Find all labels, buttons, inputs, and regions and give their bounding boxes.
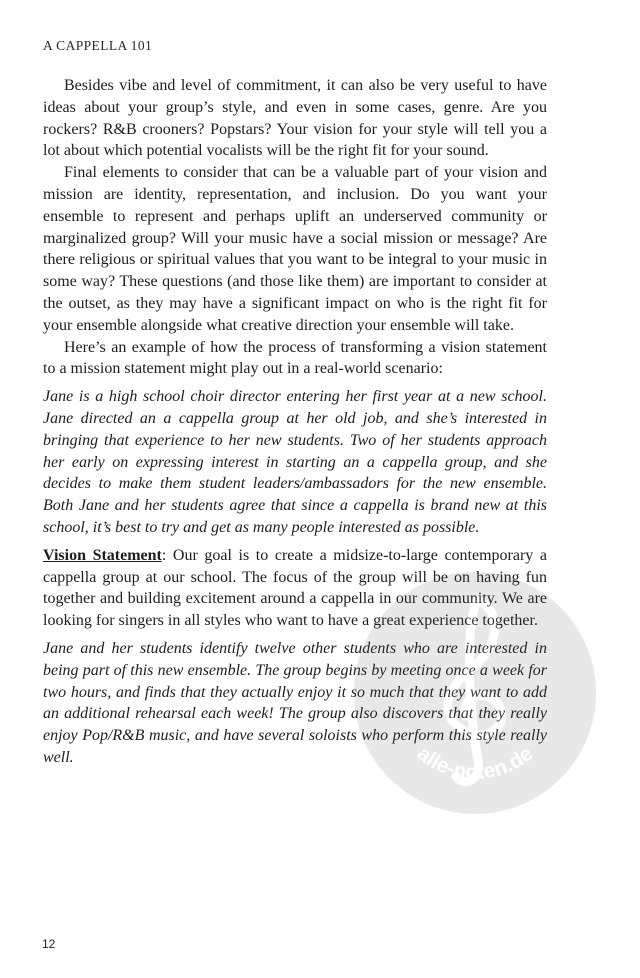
vision-statement: [43, 545, 547, 632]
page-number: 12: [42, 937, 56, 951]
example-scenario-1: Jane is a high school choir director entering her first year at a new school. Jane directed an a cappella group at her old job, and she’s interested in bringing that experience to her new students. Two of her students approach her early on expressing interest in starting an a cappella group, and she decides to make them student leaders/ambassadors for the new ensemble. Both Jane and her students agree that since a cappella is brand new at this school, it’s best to try and get as many people interested as possible.: [43, 388, 547, 536]
watermark-text: alle-noten.de: [412, 741, 538, 784]
vision-statement-text: : Our goal is to create a midsize-to-large contemporary a cappella group at our school. The focus of the group will be on having fun together and building excitement around a cappella in our community. We are looking for singers in all styles who want to have a great experience together.: [43, 546, 548, 630]
example-scenario-2: Jane and her students identify twelve other students who are interested in being part of this new ensemble. The group begins by meeting once a week for two hours, and finds that they actually enjoy it so much that they want to add an additional rehearsal each week! The group also discovers that they really enjoy Pop/R&B music, and have several soloists who perform this style really well.: [43, 639, 547, 766]
body-text: [43, 75, 547, 769]
running-head: A CAPPELLA 101: [43, 38, 153, 53]
paragraph-identity: Final elements to consider that can be a valuable part of your vision and mission are identity, representation, and inclusion. Do you want your ensemble to represent and perhaps uplift an underserved community or marginalized group? Will your music have a social mission or message? Are there religious or spiritual values that you want to be integral to your music in some way? These questions (and those like them) are important to consider at the outset, as they may have a significant impact on who is the right fit for your ensemble alongside what creative direction your ensemble will take.: [43, 164, 547, 334]
paragraph-example-intro: Here’s an example of how the process of transforming a vision statement to a mission statement might play out in a real-world scenario:: [43, 338, 547, 378]
vision-statement-label: Vision Statement: [43, 546, 162, 564]
paragraph-style: Besides vibe and level of commitment, it can also be very useful to have ideas about your group’s style, and even in some cases, genre. Are you rockers? R&B crooners? Popstars? Your vision for your style will tell you a lot about which potential vocalists will be the right fit for your sound.: [43, 77, 547, 160]
